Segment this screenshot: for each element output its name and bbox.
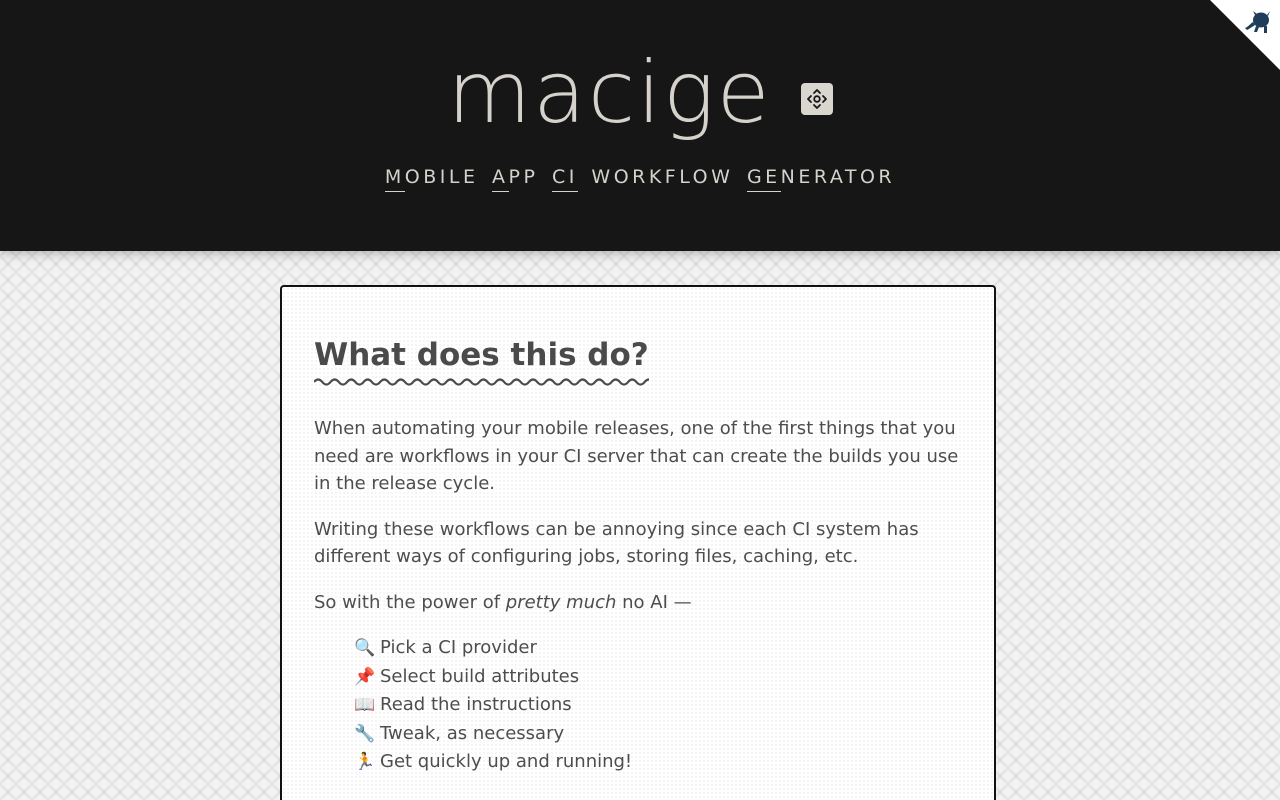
problem-paragraph: Writing these workflows can be annoying since each CI system has different ways of configuring jobs, storing files, caching, etc. — [314, 518, 919, 567]
list-item: 🔍 Pick a CI provider — [354, 634, 962, 663]
list-item: 🏃 Get quickly up and running! — [354, 748, 962, 777]
logo-text[interactable]: macige — [447, 43, 772, 143]
subtitle — [0, 166, 1280, 192]
card-heading-text: What does this do? — [314, 337, 649, 373]
pushpin-icon: 📌 — [354, 666, 376, 687]
subtitle-word-ci: CI — [552, 166, 578, 192]
list-item: 📌 Select build attributes — [354, 663, 962, 692]
steps-list — [354, 634, 962, 777]
info-card — [280, 285, 996, 800]
emphasis-text: pretty much — [505, 591, 617, 613]
list-item: 📖 Read the instructions — [354, 691, 962, 720]
subtitle-word-app: APP — [492, 166, 538, 192]
open-book-icon: 📖 — [354, 695, 376, 715]
github-octocat-icon — [1240, 6, 1274, 40]
wavy-underline — [314, 377, 649, 387]
site-header — [0, 0, 1280, 251]
solution-paragraph: So with the power of pretty much no AI — — [314, 591, 692, 613]
subtitle-word-workflow: WORKFLOW — [591, 166, 734, 188]
arrows-move-icon[interactable] — [801, 83, 833, 115]
intro-paragraph: When automating your mobile releases, one of the first things that you need are workflows in your CI server that can create the builds you use in the release cycle. — [314, 418, 959, 494]
github-corner-link[interactable] — [1210, 0, 1280, 70]
list-item: 🔧 Tweak, as necessary — [354, 720, 962, 749]
magnifier-icon: 🔍 — [354, 638, 376, 658]
logo-row — [0, 38, 1280, 148]
wrench-icon: 🔧 — [354, 723, 376, 744]
subtitle-word-mobile: MOBILE — [385, 166, 479, 192]
subtitle-word-generator: GENERATOR — [747, 166, 895, 192]
runner-icon: 🏃 — [354, 752, 376, 772]
card-heading — [314, 335, 649, 383]
